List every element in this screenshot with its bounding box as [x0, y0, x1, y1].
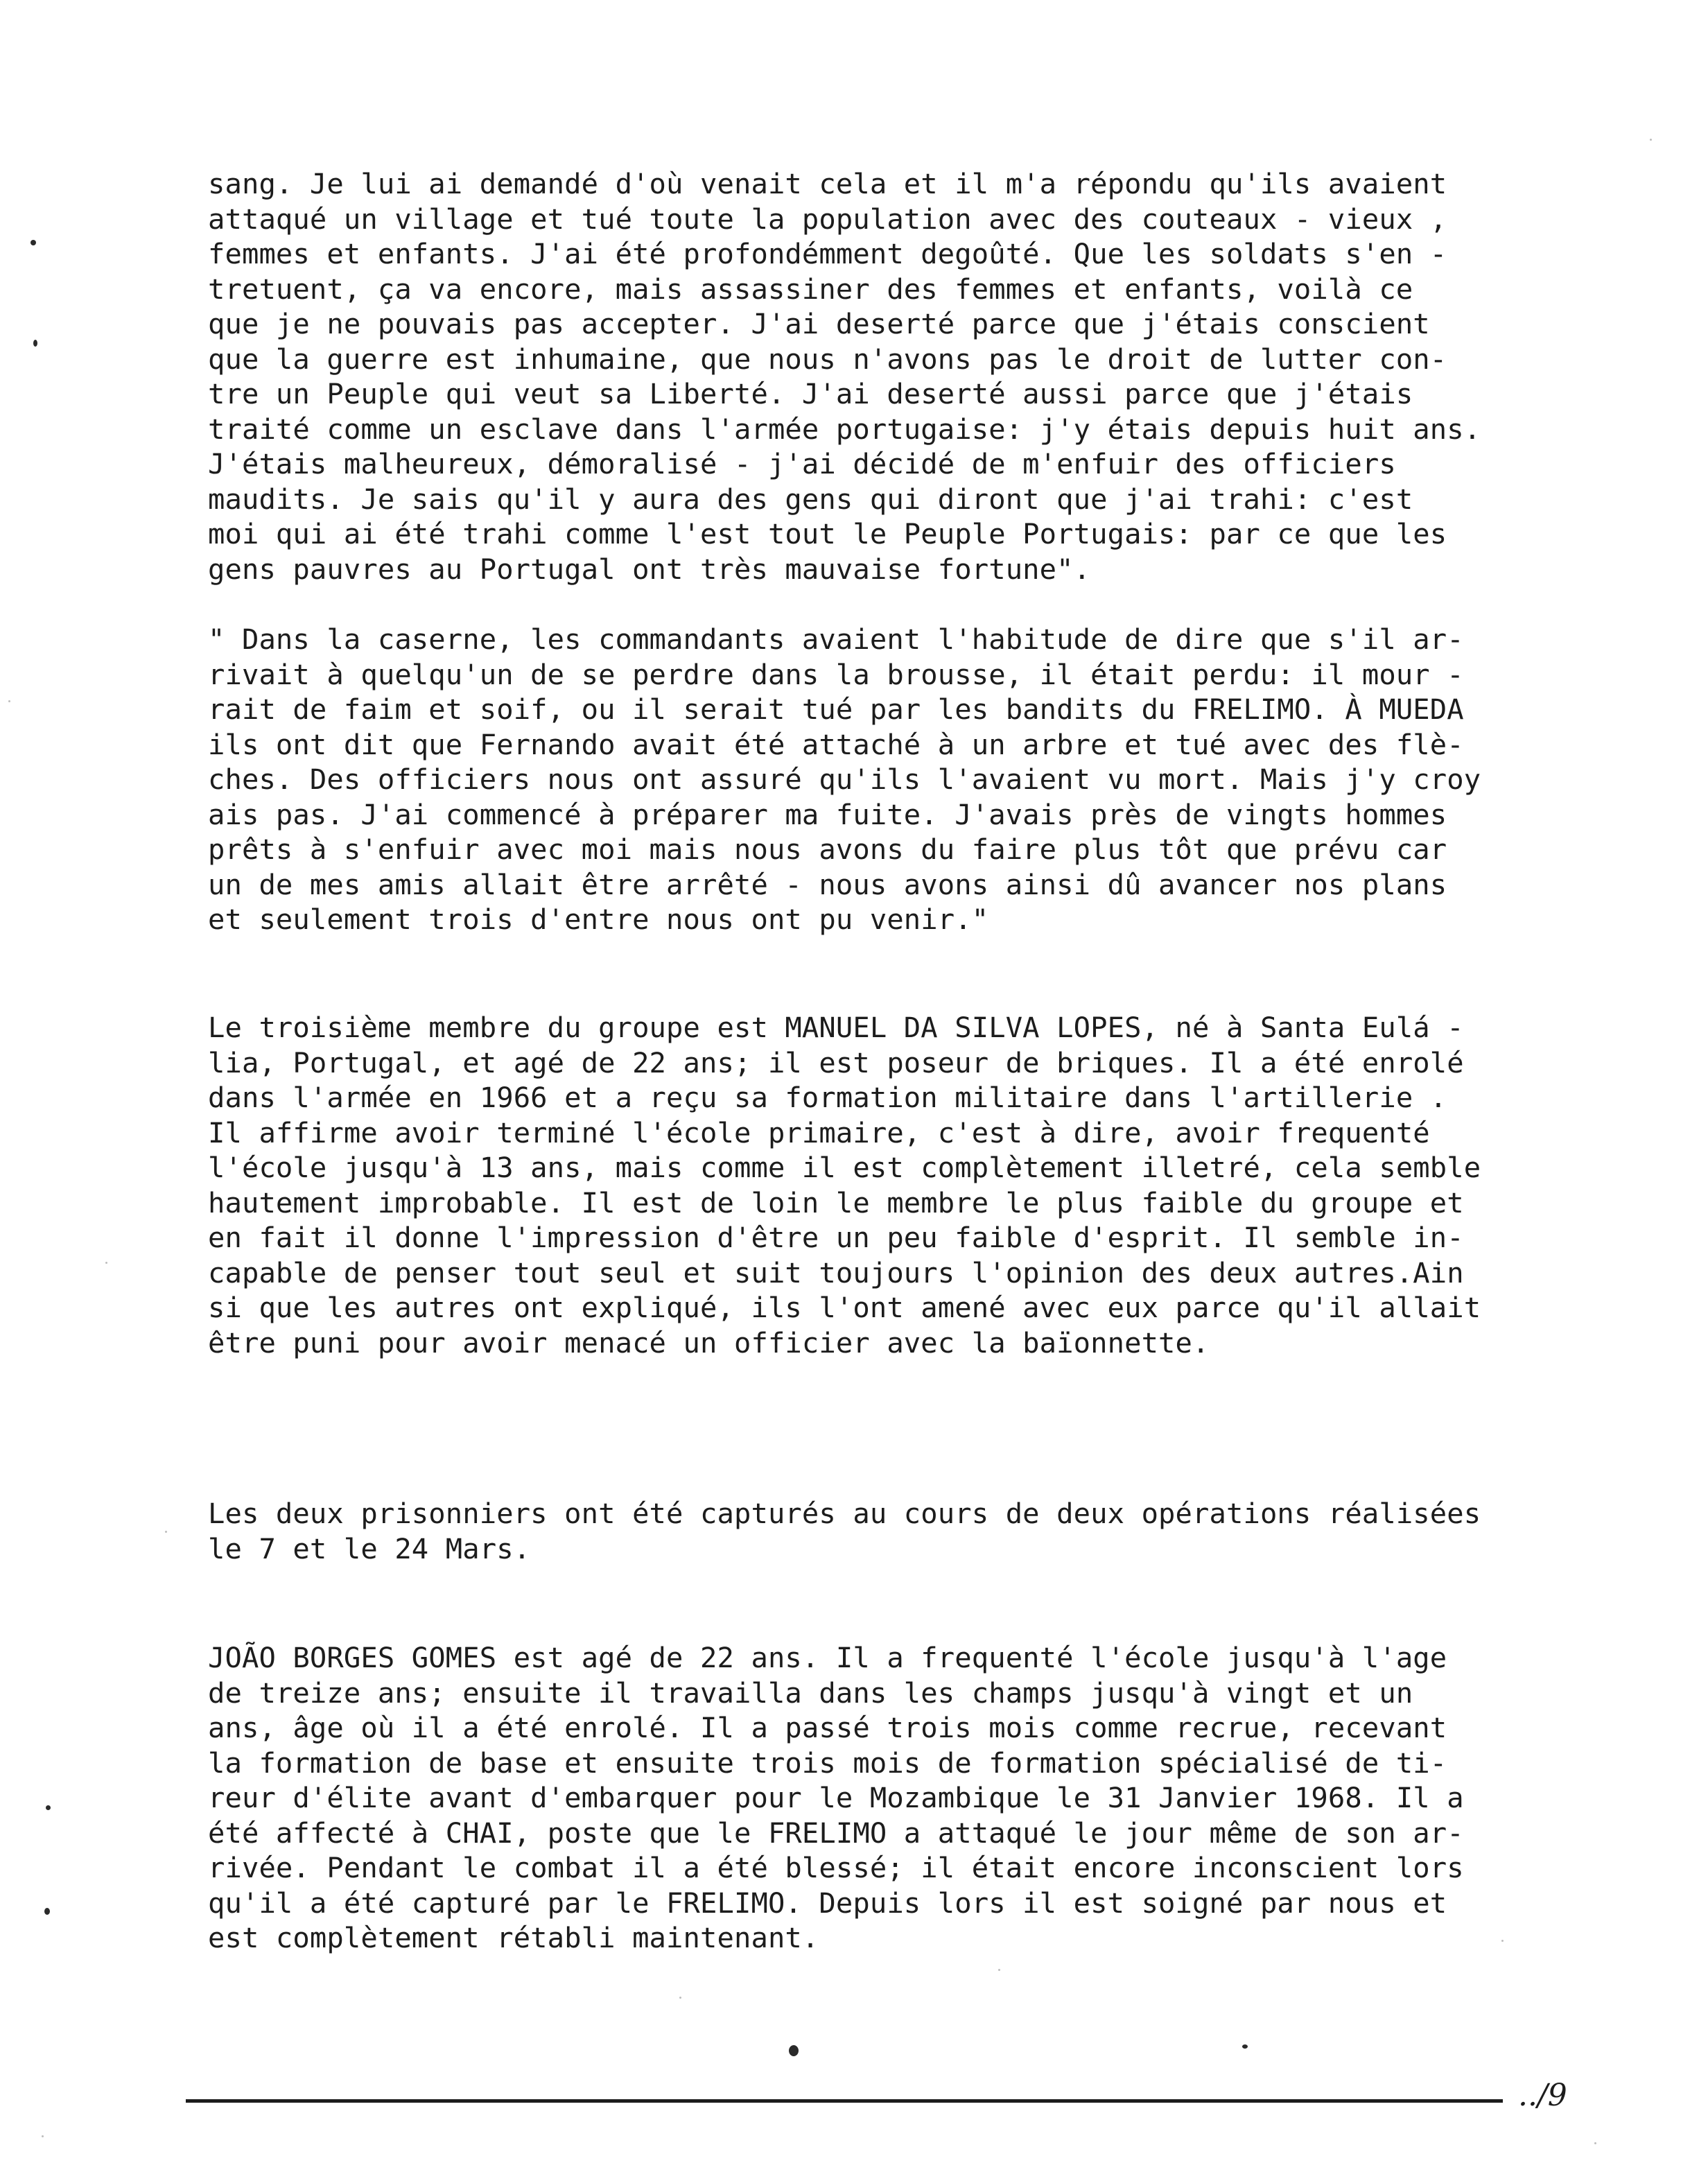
- text-line: " Dans la caserne, les commandants avaient l'habitude de dire que s'il ar-: [208, 623, 1464, 656]
- text-line: qu'il a été capturé par le FRELIMO. Depuis lors il est soigné par nous et: [208, 1886, 1447, 1920]
- text-line: Les deux prisonniers ont été capturés au cours de deux opérations réalisées: [208, 1497, 1481, 1530]
- text-line: capable de penser tout seul et suit toujours l'opinion des deux autres.Ain: [208, 1256, 1464, 1289]
- text-line: ais pas. J'ai commencé à préparer ma fuite. J'avais près de vingts hommes: [208, 797, 1447, 831]
- text-line: l'école jusqu'à 13 ans, mais comme il est complètement illetré, cela semble: [208, 1151, 1481, 1184]
- text-line: Le troisième membre du groupe est MANUEL DA SILVA LOPES, né à Santa Eulá -: [208, 1011, 1464, 1044]
- paragraph-third-member: [208, 1010, 1636, 1360]
- text-line: et seulement trois d'entre nous ont pu venir.": [208, 903, 989, 936]
- text-line: J'étais malheureux, démoralisé - j'ai décidé de m'enfuir des officiers: [208, 447, 1396, 480]
- text-line: rait de faim et soif, ou il serait tué par les bandits du FRELIMO. À MUEDA: [208, 693, 1464, 726]
- scan-speck: [8, 700, 10, 702]
- scan-mark: [46, 1805, 51, 1810]
- paragraph-prisoners: [208, 1496, 1636, 1566]
- text-line: ches. Des officiers nous ont assuré qu'ils l'avaient vu mort. Mais j'y croy: [208, 763, 1481, 796]
- text-line: reur d'élite avant d'embarquer pour le Mozambique le 31 Janvier 1968. Il a: [208, 1781, 1464, 1814]
- text-line: si que les autres ont expliqué, ils l'ont amené avec eux parce qu'il allait: [208, 1291, 1481, 1324]
- text-line: été affecté à CHAI, poste que le FRELIMO a attaqué le jour même de son ar-: [208, 1816, 1464, 1850]
- scan-speck: [1501, 1940, 1504, 1942]
- paragraph-joao-borges-gomes: [208, 1640, 1636, 1956]
- scan-speck: [1594, 2142, 1596, 2144]
- text-line: JOÃO BORGES GOMES est agé de 22 ans. Il a frequenté l'école jusqu'à l'age: [208, 1641, 1447, 1674]
- paragraph-barracks-quote: [208, 622, 1636, 937]
- text-line: hautement improbable. Il est de loin le membre le plus faible du groupe et: [208, 1185, 1464, 1219]
- text-line: la formation de base et ensuite trois mois de formation spécialisé de ti-: [208, 1746, 1447, 1780]
- text-line: que la guerre est inhumaine, que nous n'avons pas le droit de lutter con-: [208, 342, 1447, 376]
- text-line: gens pauvres au Portugal ont très mauvaise fortune".: [208, 552, 1091, 586]
- text-line: rivait à quelqu'un de se perdre dans la brousse, il était perdu: il mour -: [208, 657, 1464, 691]
- text-line: maudits. Je sais qu'il y aura des gens qui diront que j'ai trahi: c'est: [208, 482, 1413, 516]
- page-continuation: ../9: [1518, 2078, 1567, 2113]
- text-line: le 7 et le 24 Mars.: [208, 1531, 531, 1565]
- text-line: est complètement rétabli maintenant.: [208, 1921, 819, 1954]
- text-line: de treize ans; ensuite il travailla dans les champs jusqu'à vingt et un: [208, 1676, 1413, 1710]
- text-line: rivée. Pendant le combat il a été blessé; il était encore inconscient lors: [208, 1851, 1464, 1884]
- text-line: ils ont dit que Fernando avait été attaché à un arbre et tué avec des flè-: [208, 727, 1464, 761]
- footer-rule: [186, 2099, 1503, 2103]
- text-line: être puni pour avoir menacé un officier avec la baïonnette.: [208, 1326, 1210, 1360]
- text-line: dans l'armée en 1966 et a reçu sa formation militaire dans l'artillerie .: [208, 1081, 1447, 1114]
- text-line: tre un Peuple qui veut sa Liberté. J'ai deserté aussi parce que j'étais: [208, 377, 1413, 410]
- text-line: ans, âge où il a été enrolé. Il a passé trois mois comme recrue, recevant: [208, 1711, 1447, 1744]
- scan-speck: [165, 1531, 167, 1533]
- text-line: traité comme un esclave dans l'armée portugaise: j'y étais depuis huit ans.: [208, 412, 1481, 446]
- text-line: moi qui ai été trahi comme l'est tout le Peuple Portugais: par ce que les: [208, 517, 1447, 550]
- text-line: attaqué un village et tué toute la population avec des couteaux - vieux ,: [208, 202, 1447, 236]
- text-line: tretuent, ça va encore, mais assassiner des femmes et enfants, voilà ce: [208, 272, 1413, 306]
- text-line: un de mes amis allait être arrêté - nous avons ainsi dû avancer nos plans: [208, 867, 1447, 901]
- scan-speck: [1650, 139, 1652, 141]
- text-line: prêts à s'enfuir avec moi mais nous avons du faire plus tôt que prévu car: [208, 833, 1447, 866]
- scan-mark: [789, 2045, 799, 2056]
- text-line: sang. Je lui ai demandé d'où venait cela et il m'a répondu qu'ils avaient: [208, 167, 1447, 200]
- text-line: que je ne pouvais pas accepter. J'ai deserté parce que j'étais conscient: [208, 307, 1430, 340]
- scan-mark: [44, 1908, 50, 1915]
- scan-speck: [42, 2135, 44, 2137]
- scan-speck: [679, 1997, 681, 1999]
- text-line: lia, Portugal, et agé de 22 ans; il est poseur de briques. Il a été enrolé: [208, 1045, 1464, 1079]
- scan-mark: [1242, 2044, 1248, 2049]
- scan-mark: [31, 240, 36, 245]
- scan-mark: [33, 340, 37, 347]
- scan-speck: [998, 1969, 1000, 1971]
- text-line: Il affirme avoir terminé l'école primaire, c'est à dire, avoir frequenté: [208, 1115, 1430, 1149]
- scan-speck: [105, 1262, 107, 1264]
- text-line: femmes et enfants. J'ai été profondémment degoûté. Que les soldats s'en -: [208, 237, 1447, 270]
- text-line: en fait il donne l'impression d'être un peu faible d'esprit. Il semble in-: [208, 1221, 1464, 1254]
- paragraph-testimony-end: [208, 166, 1636, 587]
